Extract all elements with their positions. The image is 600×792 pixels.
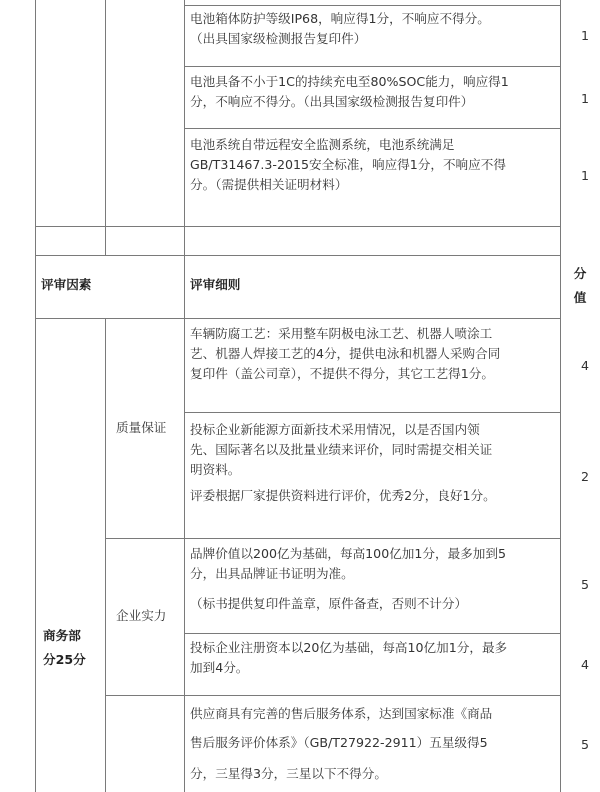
subcategory-label: 企业实力 — [116, 608, 167, 623]
grid-line — [105, 0, 106, 255]
criteria-line: 分，不响应不得分。（出具国家级检测报告复印件） — [190, 94, 474, 109]
score-value: 4 — [580, 358, 589, 373]
grid-line — [560, 0, 561, 792]
score-value: 5 — [580, 577, 589, 592]
grid-line — [184, 412, 560, 413]
criteria-text — [190, 72, 509, 112]
subcategory-label: 质量保证 — [116, 420, 167, 435]
grid-line — [35, 226, 560, 227]
grid-line — [184, 128, 560, 129]
grid-line — [184, 633, 560, 634]
grid-line — [35, 318, 560, 319]
criteria-line: 先、国际著名以及批量业绩来评价，同时需提交相关证 — [190, 442, 493, 457]
criteria-line: 加到4分。 — [190, 660, 249, 675]
criteria-line: 投标企业新能源方面新技术采用情况，以是否国内领 — [190, 422, 480, 437]
criteria-line: （出具国家级检测报告复印件） — [190, 31, 367, 46]
category-line: 分25分 — [43, 652, 86, 667]
header-detail: 评审细则 — [190, 277, 241, 292]
criteria-line: 品牌价值以200亿为基础，每高100亿加1分，最多加到5 — [190, 546, 506, 561]
score-value: 1 — [580, 91, 589, 106]
criteria-line: （标书提供复印件盖章，原件备查，否则不计分） — [190, 596, 468, 611]
criteria-line: 投标企业注册资本以20亿为基础，每高10亿加1分，最多 — [190, 640, 508, 655]
grid-line — [35, 255, 560, 256]
criteria-text — [190, 544, 506, 614]
criteria-line: 电池具备不小于1C的持续充电至80%SOC能力，响应得1 — [190, 74, 509, 89]
criteria-line: 电池系统自带远程安全监测系统，电池系统满足 — [190, 137, 455, 152]
category-label — [43, 624, 86, 672]
grid-line — [184, 0, 185, 792]
criteria-line: GB/T31467.3-2015安全标准，响应得1分，不响应不得 — [190, 157, 506, 172]
grid-line — [35, 0, 36, 792]
criteria-line: 电池箱体防护等级IP68，响应得1分，不响应不得分。 — [190, 11, 490, 26]
criteria-text — [190, 324, 500, 384]
header-score-line: 值 — [573, 290, 587, 305]
header-factor: 评审因素 — [41, 277, 92, 292]
criteria-text — [190, 704, 492, 784]
score-value: 4 — [580, 657, 589, 672]
criteria-line: 艺、机器人焊接工艺的4分，提供电泳和机器人采购合同 — [190, 346, 501, 361]
grid-line — [184, 66, 560, 67]
criteria-line: 分，三星得3分，三星以下不得分。 — [190, 766, 387, 781]
header-score-line: 分 — [573, 266, 587, 281]
grid-line — [105, 538, 560, 539]
score-value: 5 — [580, 737, 589, 752]
criteria-text — [190, 9, 490, 49]
grid-line — [105, 695, 560, 696]
criteria-line: 明资料。 — [190, 462, 241, 477]
criteria-text — [190, 638, 507, 678]
score-value: 2 — [580, 469, 589, 484]
grid-line — [184, 5, 560, 6]
grid-line — [105, 318, 106, 792]
score-value: 1 — [580, 28, 589, 43]
criteria-line: 车辆防腐工艺：采用整车阴极电泳工艺、机器人喷涂工 — [190, 326, 493, 341]
header-score — [560, 262, 600, 310]
criteria-line: 分。（需提供相关证明材料） — [190, 177, 348, 192]
criteria-line: 评委根据厂家提供资料进行评价，优秀2分，良好1分。 — [190, 488, 496, 503]
criteria-text — [190, 135, 506, 195]
criteria-line: 分，出具品牌证书证明为准。 — [190, 566, 354, 581]
criteria-line: 售后服务评价体系》（GB/T27922-2911）五星级得5 — [190, 735, 488, 750]
category-line: 商务部 — [43, 628, 81, 643]
criteria-line: 供应商具有完善的售后服务体系，达到国家标准《商品 — [190, 706, 493, 721]
score-value: 1 — [580, 168, 589, 183]
criteria-text — [190, 420, 496, 506]
criteria-line: 复印件（盖公司章），不提供不得分，其它工艺得1分。 — [190, 366, 494, 381]
